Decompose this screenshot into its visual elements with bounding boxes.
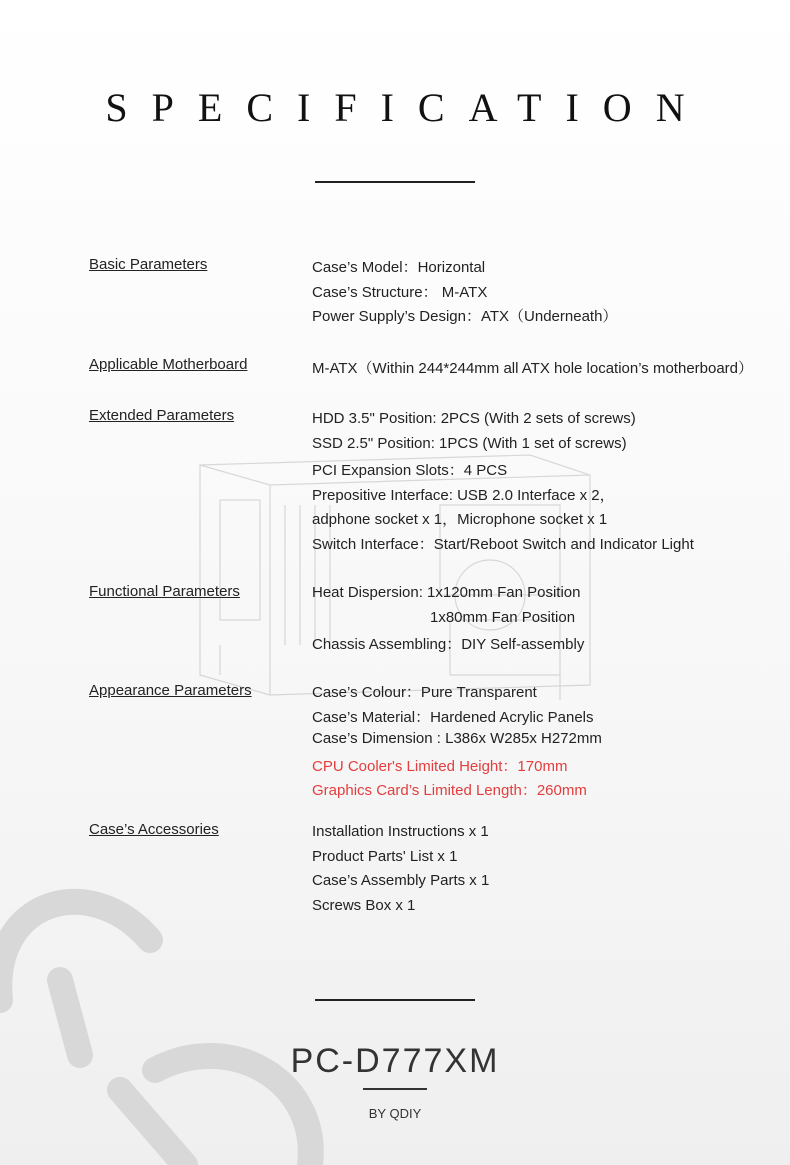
spec-line: Case’s Structure： M-ATX [312,284,488,301]
brand-caption: BY QDIY [368,1106,422,1121]
spec-line: Case’s Dimension : L386x W285x H272mm [312,730,602,747]
spec-line-highlight: CPU Cooler's Limited Height：170mm [312,758,568,775]
model-name: PC-D777XM [290,1042,500,1080]
section-label-case-accessories: Case’s Accessories [89,821,219,838]
gd-logo-watermark-icon [0,880,330,1165]
spec-line: M-ATX（Within 244*244mm all ATX hole location’s motherboard） [312,360,754,377]
spec-line: Power Supply’s Design：ATX（Underneath） [312,308,618,325]
spec-line: Chassis Assembling：DIY Self-assembly [312,636,585,653]
spec-line: Case’s Assembly Parts x 1 [312,872,490,889]
spec-line: 1x80mm Fan Position [430,609,576,626]
spec-line: HDD 3.5" Position: 2PCS (With 2 sets of screws) [312,410,636,427]
spec-line: Product Parts' List x 1 [312,848,458,865]
model-divider [315,999,475,1001]
spec-line: Heat Dispersion: 1x120mm Fan Position [312,584,581,601]
page-title: SPECIFICATION [105,85,709,130]
section-label-basic-parameters: Basic Parameters [89,256,208,273]
spec-line: Screws Box x 1 [312,897,416,914]
spec-line: Switch Interface：Start/Reboot Switch and Indicator Light [312,536,694,553]
spec-line-highlight: Graphics Card’s Limited Length：260mm [312,782,587,799]
section-label-applicable-motherboard: Applicable Motherboard [89,356,248,373]
spec-line: Case’s Model：Horizontal [312,259,486,276]
spec-line: Prepositive Interface: USB 2.0 Interface x 2， [312,487,615,504]
spec-line: adphone socket x 1，Microphone socket x 1 [312,511,608,528]
title-divider [315,181,475,183]
spec-line: PCI Expansion Slots：4 PCS [312,462,508,479]
section-label-extended-parameters: Extended Parameters [89,407,235,424]
section-label-appearance-parameters: Appearance Parameters [89,682,252,699]
spec-line: Installation Instructions x 1 [312,823,489,840]
spec-line: SSD 2.5" Position: 1PCS (With 1 set of screws) [312,435,627,452]
spec-line: Case’s Colour：Pure Transparent [312,684,537,701]
section-label-functional-parameters: Functional Parameters [89,583,240,600]
model-underline [363,1088,427,1090]
spec-line: Case’s Material：Hardened Acrylic Panels [312,709,594,726]
